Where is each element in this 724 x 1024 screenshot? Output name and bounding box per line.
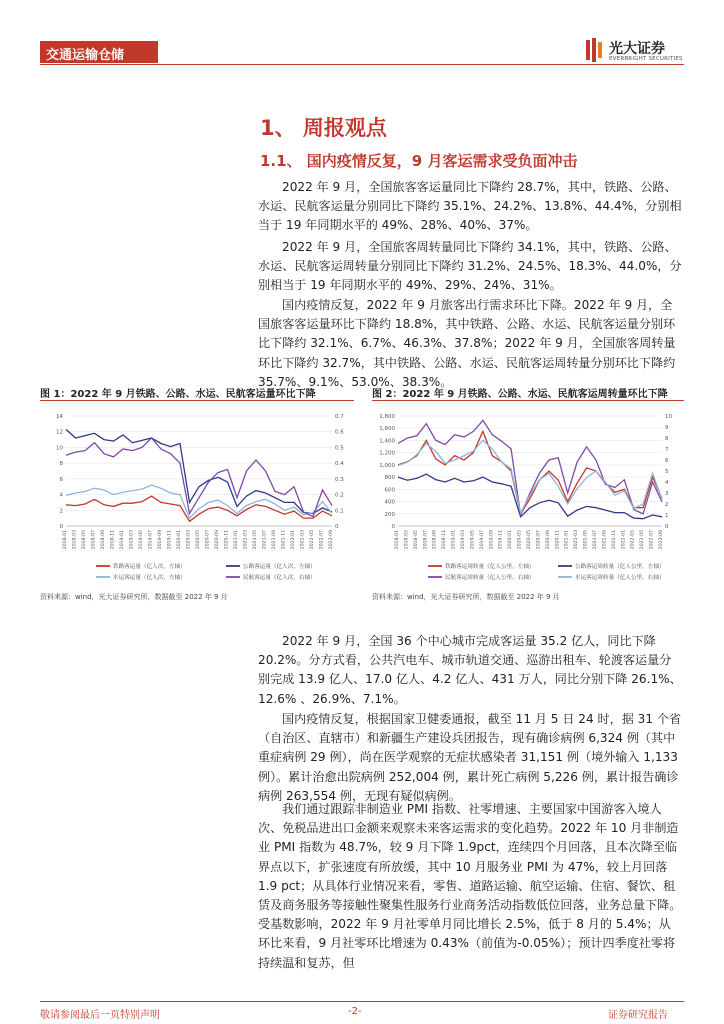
chart2-y-right-tick: 3 — [665, 491, 669, 497]
chart1-y-right-tick: 0 — [335, 524, 339, 530]
chart1-x-tick: 2018-07 — [91, 530, 97, 550]
figure-1-title: 图 1：2022 年 9 月铁路、公路、水运、民航客运量环比下降 — [40, 389, 316, 400]
chart1-x-tick: 2018-11 — [110, 530, 116, 550]
chart1-x-tick: 2018-01 — [63, 530, 68, 550]
chart2-x-tick: 2020-01 — [508, 530, 514, 550]
chart1-x-tick: 2021-01 — [234, 530, 239, 550]
chart2-y-right-tick: 7 — [665, 447, 669, 453]
chart2-legend-label-3: 民航客运周转量（亿人公里，右轴） — [445, 575, 535, 581]
chart2-x-tick: 2019-11 — [498, 530, 504, 550]
chart2-x-tick: 2019-05 — [470, 530, 476, 550]
chart1-x-tick: 2020-09 — [215, 530, 220, 550]
chart1-y-right-tick: 0.7 — [335, 414, 344, 420]
figure-2-chart — [372, 408, 684, 590]
chart2-legend-label-2: 公路客运周转量（亿人公里，左轴） — [575, 564, 665, 570]
chart2-x-tick: 2018-11 — [442, 530, 448, 550]
chart1-x-tick: 2021-11 — [281, 530, 287, 550]
chart1-x-tick: 2020-05 — [196, 530, 201, 550]
chart1-x-tick: 2018-05 — [82, 530, 87, 550]
chart2-x-tick: 2021-01 — [564, 530, 570, 550]
chart2-x-tick: 2020-05 — [527, 530, 532, 550]
chart1-x-tick: 2020-01 — [177, 530, 182, 550]
paragraph-3: 国内疫情反复，2022 年 9 月旅客出行需求环比下降。2022 年 9 月，全国旅客客运量环比下降约 18.8%，其中铁路、公路、水运、民航客运量分别环比下降约 32.1%、6.7%、46.3%、37.8%；2022 年 9 月，全国旅客周转量环比下降约 32.7%，其中铁路、公路、水运、民航客运周转量分别环比下降约 35.7%、9.1%、53.0%、38.3%。 — [258, 298, 676, 389]
chart2-y-right-tick: 5 — [665, 469, 669, 475]
paragraph-6: 我们通过跟踪非制造业 PMI 指数、社零增速、主要国家中国游客入境人次、免税品进出口金额来观察未来客运需求的变化趋势。2022 年 10 月非制造业 PMI 指数为 48.7%，较 9 月下降 1.9pct，连续四个月回落，且本次降至临界点以下，扩张速度有所放缓，其中 10 月服务业 PMI 为 47%，较上月回落 1.9 pct；从具体行业情况来看，零售、道路运输、航空运输、住宿、餐饮、租赁及商务服务等接触性聚集性服务行业商务活动指数低位回落，业务总量下降。受基数影响，2022 年 9 月社零单月同比增长 2.5%，低于 8 月的 5.4%；从环比来看，9 月社零环比增速为 0.43%（前值为-0.05%）；预计四季度社零将持续温和复苏，但 — [258, 802, 682, 970]
chart2-x-tick: 2022-03 — [630, 530, 636, 550]
chart2-x-tick: 2021-07 — [593, 530, 598, 550]
chart1-y-left-tick: 6 — [59, 476, 63, 483]
logo-mark-bar-2 — [592, 38, 596, 62]
chart1-x-tick: 2021-03 — [243, 530, 249, 550]
chart1-x-tick: 2022-07 — [319, 530, 325, 550]
chart1-legend-label-2: 公路客运量（亿人次，左轴） — [243, 564, 316, 570]
chart2-y-left-tick: 1,000 — [379, 462, 395, 469]
chart1-legend-label-3: 水运客运量（亿人次，左轴） — [113, 575, 186, 581]
heading-2: 1.1、 国内疫情反复，9 月客运需求受负面冲击 — [260, 152, 578, 170]
paragraph-4: 2022 年 9 月，全国 36 个中心城市完成客运量 35.2 亿人，同比下降 20.2%。分方式看，公共汽电车、城市轨道交通、巡游出租车、轮渡客运量分别完成 13.9 亿人、17.0 亿人、4.2 亿人、431 万人，同比分别下降 26.1%、12.6% 、26.9%、7.1%。 — [258, 634, 682, 706]
chart1-x-tick: 2022-09 — [329, 530, 334, 550]
chart1-y-left-tick: 14 — [56, 414, 63, 420]
chart1-x-tick: 2022-01 — [291, 530, 296, 550]
footer-report-type: 证券研究报告 — [608, 1010, 668, 1021]
chart2-x-tick: 2022-01 — [621, 530, 627, 550]
chart2-x-tick: 2021-11 — [611, 530, 617, 550]
chart1-x-tick: 2019-01 — [120, 530, 125, 550]
chart1-x-tick: 2018-03 — [72, 530, 78, 550]
chart2-y-right-tick: 1 — [665, 513, 669, 519]
chart1-y-right-tick: 0.2 — [335, 492, 344, 499]
logo-text-cn: 光大证券 — [609, 41, 665, 57]
chart1-legend-label-1: 铁路客运量（亿人次，左轴） — [113, 564, 186, 570]
chart1-x-tick: 2019-03 — [129, 530, 135, 550]
chart1-x-tick: 2020-11 — [224, 530, 230, 550]
chart2-x-tick: 2018-09 — [432, 530, 438, 550]
paragraph-2: 2022 年 9 月，全国旅客周转量同比下降约 34.1%，其中，铁路、公路、水运、民航客运周转量分别同比下降约 31.2%、24.5%、18.3%、44.0%，分别相当于 19 年同期水平的 49%、29%、24%、31%。 — [258, 240, 682, 293]
chart1-series-line-3 — [66, 485, 332, 518]
chart1-y-right-tick: 0.4 — [335, 461, 344, 468]
chart2-x-tick: 2022-05 — [640, 530, 646, 550]
logo-mark-bar-1 — [586, 40, 590, 60]
chart2-x-tick: 2019-07 — [479, 530, 485, 550]
chart1-y-left-tick: 0 — [59, 524, 63, 530]
chart2-series-line-3 — [398, 420, 662, 515]
chart1-y-left-tick: 8 — [59, 461, 63, 468]
chart2-y-left-tick: 1,600 — [379, 426, 395, 433]
chart2-x-tick: 2022-09 — [659, 530, 664, 550]
chart1-y-right-tick: 0.5 — [335, 445, 344, 452]
chart1-x-tick: 2021-07 — [262, 530, 268, 550]
chart2-y-left-tick: 400 — [384, 499, 395, 506]
chart1-x-tick: 2022-05 — [310, 530, 315, 550]
chart2-y-right-tick: 4 — [665, 480, 669, 486]
figure-2-title: 图 2：2022 年 9 月铁路、公路、水运、民航客运周转量环比下降 — [372, 389, 668, 400]
chart1-x-tick: 2021-05 — [253, 530, 258, 550]
chart2-x-tick: 2021-05 — [583, 530, 589, 550]
chart1-x-tick: 2019-09 — [158, 530, 163, 550]
figure-1-chart — [40, 408, 354, 590]
figure-1-title-divider — [40, 400, 354, 401]
chart2-x-tick: 2018-07 — [423, 530, 429, 550]
chart2-x-tick: 2020-07 — [536, 530, 542, 550]
chart1-y-right-tick: 0.3 — [335, 476, 344, 483]
figure-2-title-divider — [372, 400, 684, 401]
chart1-series-line-2 — [66, 429, 332, 513]
chart2-y-left-tick: 600 — [384, 487, 395, 494]
chart1-y-left-tick: 10 — [56, 445, 63, 452]
chart1-x-tick: 2019-11 — [167, 530, 173, 550]
chart2-x-tick: 2021-09 — [602, 530, 608, 550]
heading-1: 1、 周报观点 — [260, 116, 387, 140]
chart1-x-tick: 2019-07 — [148, 530, 154, 550]
chart1-y-left-tick: 2 — [59, 508, 63, 515]
chart2-x-tick: 2019-09 — [489, 530, 495, 550]
chart2-x-tick: 2022-07 — [649, 530, 655, 550]
chart2-x-tick: 2020-03 — [517, 530, 523, 550]
chart1-x-tick: 2019-05 — [139, 530, 144, 550]
chart2-y-left-tick: 200 — [384, 511, 395, 518]
chart2-y-left-tick: 1,400 — [379, 438, 395, 445]
chart2-y-right-tick: 6 — [665, 458, 669, 464]
footer-divider — [40, 1001, 684, 1002]
footer-disclaimer: 敬请参阅最后一页特别声明 — [40, 1010, 160, 1021]
chart2-y-right-tick: 10 — [665, 414, 672, 420]
chart1-x-tick: 2020-03 — [186, 530, 192, 550]
paragraph-5: 国内疫情反复，根据国家卫健委通报，截至 11 月 5 日 24 时，据 31 个省（自治区、直辖市）和新疆生产建设兵团报告，现有确诊病例 6,324 例（其中重症病例 29 例），尚在医学观察的无症状感染者 31,151 例（境外输入 1,133 例）。累计治愈出院病例 252,004 例，累计死亡病例 5,226 例，累计报告确诊病例 263,554 例，无现有疑似病例。 — [258, 712, 682, 803]
chart2-y-right-tick: 0 — [665, 524, 669, 530]
chart2-y-left-tick: 1,800 — [379, 414, 395, 420]
chart2-y-left-tick: 0 — [391, 524, 395, 530]
chart2-y-right-tick: 9 — [665, 425, 669, 431]
chart1-x-tick: 2020-07 — [205, 530, 211, 550]
logo-text-en: EVERBRIGHT SECURITIES — [609, 56, 683, 62]
chart2-x-tick: 2018-03 — [404, 530, 410, 550]
chart2-x-tick: 2019-03 — [461, 530, 466, 550]
chart2-y-right-tick: 2 — [665, 502, 669, 508]
chart2-x-tick: 2020-09 — [545, 530, 551, 550]
chart1-y-right-tick: 0.6 — [335, 429, 344, 436]
figure-1-source: 资料来源：wind，光大证券研究所，数据截至 2022 年 9 月 — [40, 593, 228, 601]
chart2-legend-label-1: 铁路客运周转量（亿人公里，左轴） — [445, 564, 535, 570]
chart2-x-tick: 2019-01 — [451, 530, 457, 550]
chart1-y-right-tick: 0.1 — [335, 508, 344, 515]
page-header — [0, 0, 724, 70]
chart2-series-line-4 — [398, 440, 662, 513]
chart2-x-tick: 2018-05 — [413, 530, 419, 550]
chart2-x-tick: 2021-03 — [574, 530, 580, 550]
section-tag: 交通运输仓储 — [46, 48, 125, 63]
chart2-x-tick: 2020-11 — [555, 530, 561, 550]
chart1-x-tick: 2021-09 — [272, 530, 277, 550]
chart1-x-tick: 2022-03 — [300, 530, 306, 550]
chart2-y-right-tick: 8 — [665, 436, 669, 442]
chart1-y-left-tick: 4 — [59, 492, 63, 499]
chart1-legend-label-4: 民航客运量（亿人次，右轴） — [243, 575, 316, 581]
page-number: -2- — [348, 1006, 362, 1017]
figure-2-source: 资料来源：wind，光大证券研究所，数据截至 2022 年 9 月 — [372, 593, 560, 601]
paragraph-1: 2022 年 9 月，全国旅客客运量同比下降约 28.7%，其中，铁路、公路、水运、民航客运量分别同比下降约 35.1%、24.2%、13.8%、44.4%，分别相当于 19 年同期水平的 49%、28%、40%、37%。 — [258, 180, 682, 233]
chart2-y-left-tick: 1,200 — [379, 450, 395, 457]
chart2-x-tick: 2018-01 — [395, 530, 400, 550]
chart1-x-tick: 2018-09 — [101, 530, 106, 550]
chart2-legend-label-4: 水运客运周转量（亿人公里，右轴） — [575, 575, 665, 581]
chart2-y-left-tick: 800 — [384, 475, 395, 482]
logo-mark-bar-3 — [598, 42, 602, 58]
chart1-y-left-tick: 12 — [56, 429, 63, 436]
